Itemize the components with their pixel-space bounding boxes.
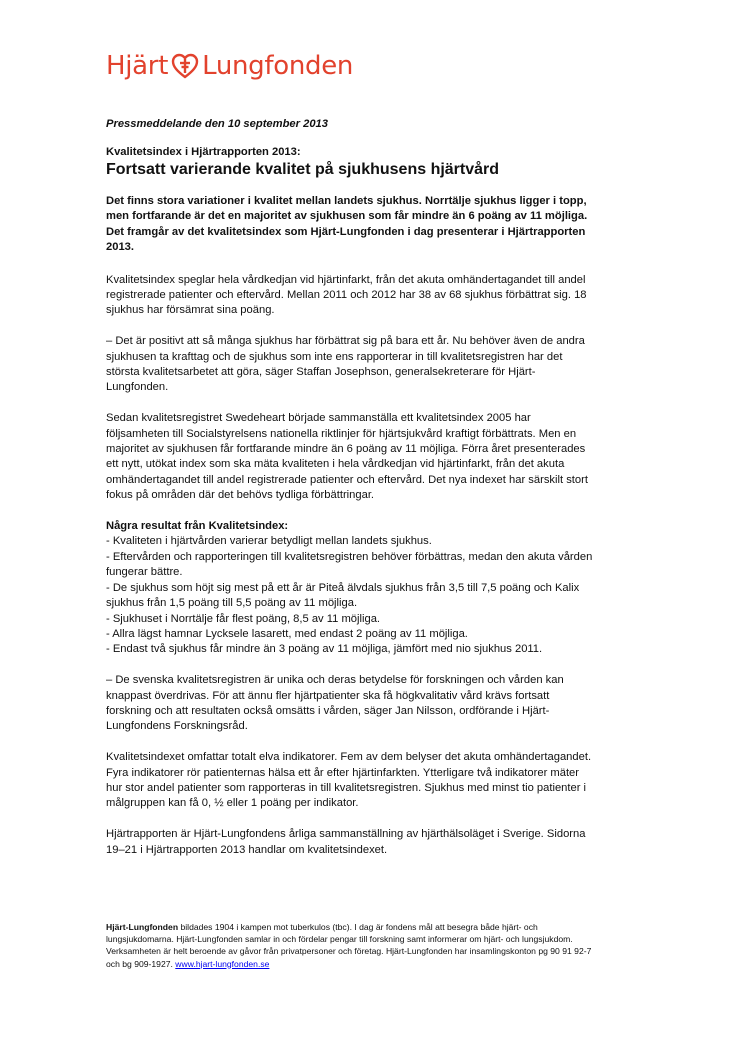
result-item: - Allra lägst hamnar Lycksele lasarett, med endast 2 poäng av 11 möjliga. (106, 627, 468, 640)
kicker: Kvalitetsindex i Hjärtrapporten 2013: (106, 146, 301, 158)
logo (106, 46, 353, 86)
press-release-date: Pressmeddelande den 10 september 2013 (106, 118, 328, 130)
footer-org-name: Hjärt-Lungfonden (106, 922, 179, 932)
result-item: - Endast två sjukhus får mindre än 3 poäng av 11 möjliga, jämfört med nio sjukhus 2011. (106, 643, 543, 656)
paragraph: – Det är positivt att så många sjukhus har förbättrat sig på bara ett år. Nu behöver även de andra sjukhusen ta krafttag och de sjukhus som inte ens rapporterar in till kvalitetsregistren har det största kvalitetsarbetet att göra, säger Staffan Josephson, generalsekreterare för Hjärt-Lungfonden. (106, 335, 585, 394)
paragraph: Kvalitetsindexet omfattar totalt elva indikatorer. Fem av dem belyser det akuta omhändertagandet. Fyra indikatorer rör patienternas hälsa ett år efter hjärtinfarkten. Ytterligare två indikatorer mäter hur stor andel patienter som rapporteras in till kvalitetsregistren. Sjukhus med minst tio patienter i målgruppen kan få 0, ½ eller 1 poäng per indikator. (106, 751, 592, 810)
heart-cross-icon (171, 52, 199, 80)
paragraph: Kvalitetsindex speglar hela vårdkedjan vid hjärtinfarkt, från det akuta omhändertagandet till andel registrerade patienter och eftervård. Mellan 2011 och 2012 har 38 av 68 sjukhus förbättrat sig. 18 sjukhus har försämrat sina poäng. (106, 273, 587, 317)
result-item: - De sjukhus som höjt sig mest på ett år är Piteå älvdals sjukhus från 3,5 till 7,5 poäng och Kalix sjukhus från 1,5 poäng till 5,5 poäng av 11 möjliga. (106, 581, 580, 610)
result-item: - Sjukhuset i Norrtälje får flest poäng, 8,5 av 11 möjliga. (106, 612, 381, 625)
result-item: - Eftervården och rapporteringen till kvalitetsregistren behöver förbättras, medan den akuta vården fungerar bättre. (106, 550, 593, 579)
logo-left-word: Hjärt (106, 51, 169, 81)
footer (106, 921, 596, 970)
results-heading: Några resultat från Kvalitetsindex: (106, 520, 289, 533)
website-link[interactable]: www.hjart-lungfonden.se (175, 958, 270, 969)
lead-paragraph: Det finns stora variationer i kvalitet mellan landets sjukhus. Norrtälje sjukhus ligger i topp, men fortfarande är det en majoritet av sjukhusen som får mindre än 6 poäng av 11 möjliga. Det framgår av det kvalitetsindex som Hjärt-Lungfonden i dag presenterar i Hjärtrapporten 2013. (106, 195, 588, 254)
paragraph: Sedan kvalitetsregistret Swedeheart började sammanställa ett kvalitetsindex 2005 har följsamheten till Socialstyrelsens nationella riktlinjer för hjärtsjukvård kraftigt förbättrats. Men en majoritet av sjukhusen får fortfarande mindre än 6 poäng av 11 möjliga. Förra året presenterades ett nytt, utökat index som ska mäta kvaliteten i hela vårdkedjan vid hjärtinfarkt, från det akuta omhändertagandet till andel registrerade patienter och eftervård. Det nya indexet har särskilt stort fokus på områden där det behövs tydliga förbättringar. (106, 412, 588, 502)
logo-right-word: Lungfonden (202, 51, 354, 81)
paragraph: Hjärtrapporten är Hjärt-Lungfondens årliga sammanställning av hjärthälsoläget i Sverige. Sidorna 19–21 i Hjärtrapporten 2013 handlar om kvalitetsindexet. (106, 828, 586, 856)
footer-text: bildades 1904 i kampen mot tuberkulos (tbc). I dag är fondens mål att besegra både hjärt- och lungsjukdomarna. Hjärt-Lungfonden samlar in och fördelar pengar till forskning samt informerar om hjärt- och lungsjukdom. Verksamheten är helt beroende av gåvor från privatpersoner och företag. Hjärt-Lungfonden har insamlingskonton pg 90 91 92-7 och bg 909-1927. (106, 922, 592, 969)
paragraph: – De svenska kvalitetsregistren är unika och deras betydelse för forskningen och vården kan knappast överdrivas. För att ännu fler hjärtpatienter ska få högkvalitativ vård krävs fortsatt forskning och att resultaten också omsätts i vården, säger Jan Nilsson, ordförande i Hjärt-Lungfondens Forskningsråd. (106, 674, 564, 733)
result-item: - Kvaliteten i hjärtvården varierar betydligt mellan landets sjukhus. (106, 535, 432, 548)
results-block (106, 519, 596, 658)
article-body (106, 194, 596, 873)
headline: Fortsatt varierande kvalitet på sjukhusens hjärtvård (106, 161, 500, 178)
